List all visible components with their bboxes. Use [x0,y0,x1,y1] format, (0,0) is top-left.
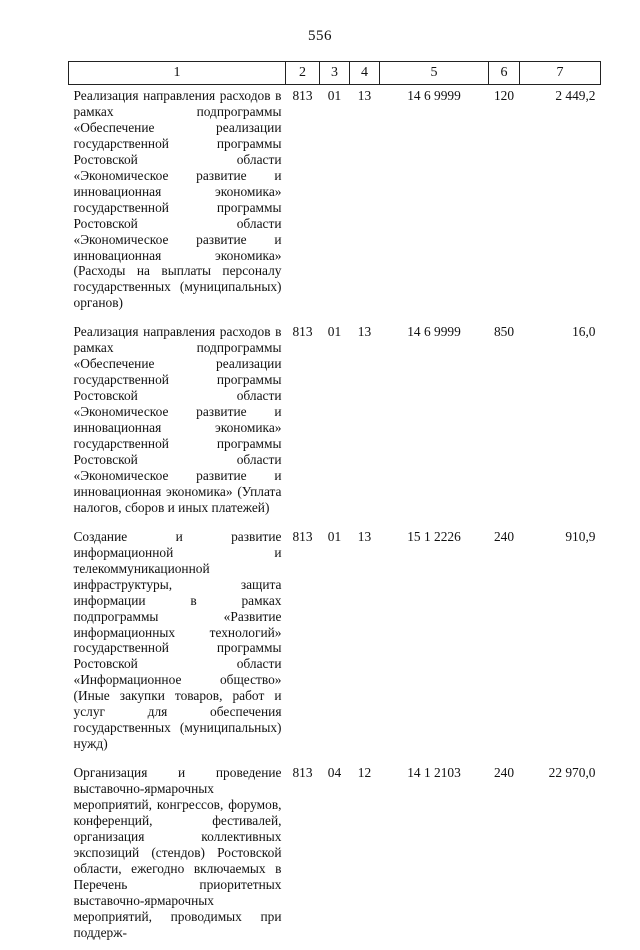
table-row [69,525,601,761]
table-row [69,85,601,321]
header-col-5: 5 [380,62,489,85]
row-section-code: 01 [327,324,342,340]
row-target-code: 14 6 9999 [407,88,461,103]
row-amount: 22 970,0 [548,765,596,781]
row-description: Создание и развитие информационной и телекоммуникационной инфраструктуры, защита информации в рамках подпрограммы «Развитие информационных технологий» государственной программы Ростовской области «Информационное общество» (Иные закупки товаров, работ и услуг для обеспечения государственных (муниципальных) нужд) [73,528,282,752]
header-col-1: 1 [69,62,286,85]
header-col-4: 4 [350,62,380,85]
row-expense-type-code: 850 [493,324,515,340]
row-subsection-code: 13 [357,88,372,103]
row-section-code: 04 [327,765,342,781]
row-subsection-code: 12 [357,765,372,781]
row-target-code: 15 1 2226 [407,528,461,544]
row-amount: 16,0 [572,324,596,340]
row-ministry-code: 813 [292,324,313,340]
table-row [69,761,601,949]
header-row [69,62,601,85]
row-expense-type-code: 240 [493,765,515,781]
header-col-3: 3 [320,62,350,85]
table-header [69,62,601,85]
header-col-7: 7 [520,62,601,85]
page-number: 556 [308,28,332,44]
table-body [69,85,601,950]
row-expense-type-code: 120 [493,88,515,103]
row-amount: 910,9 [565,528,596,544]
row-target-code: 14 6 9999 [407,324,461,340]
row-ministry-code: 813 [292,765,313,781]
table-row [69,320,601,524]
budget-table [68,61,601,950]
row-subsection-code: 13 [357,528,372,544]
row-section-code: 01 [327,88,342,103]
header-col-2: 2 [286,62,320,85]
row-ministry-code: 813 [292,528,313,544]
row-subsection-code: 13 [357,324,372,340]
row-target-code: 14 1 2103 [407,765,461,781]
row-description: Реализация направления расходов в рамках подпрограммы «Обеспечение реализации государственной программы Ростовской области «Экономическое развитие и инновационная экономика» государственной программы Ростовской области «Экономическое развитие и инновационная экономика» (Уплата налогов, сборов и иных платежей) [73,324,282,515]
row-ministry-code: 813 [292,88,313,103]
header-col-6: 6 [489,62,520,85]
row-description: Организация и проведение выставочно-ярмарочных мероприятий, конгрессов, форумов, конференций, фестивалей, организация коллективных экспозиций (стендов) Ростовской области, ежегодно включаемых в Перечень приоритетных выставочно-ярмарочных мероприятий, проводимых при поддерж- [73,765,282,940]
row-amount: 2 449,2 [555,88,596,103]
row-section-code: 01 [327,528,342,544]
row-description: Реализация направления расходов в рамках подпрограммы «Обеспечение реализации государственной программы Ростовской области «Экономическое развитие и инновационная экономика» государственной программы Ростовской области «Экономическое развитие и инновационная экономика» (Расходы на выплаты персоналу государственных (муниципальных) органов) [73,88,282,311]
row-expense-type-code: 240 [493,528,515,544]
